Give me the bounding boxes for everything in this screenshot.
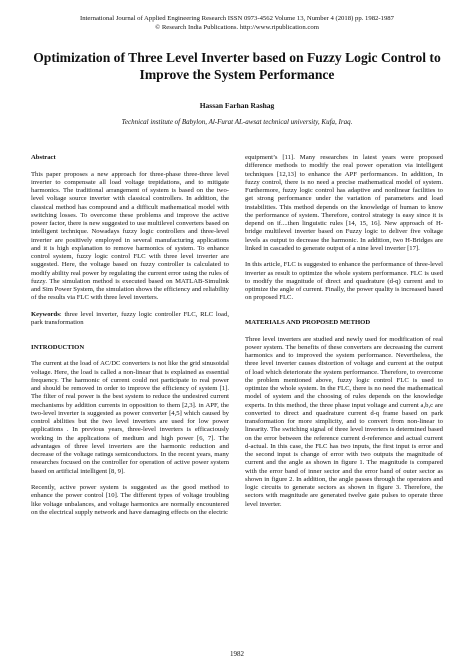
right-column <box>245 154 443 509</box>
page-number: 1982 <box>230 650 244 658</box>
introduction-heading: INTRODUCTION <box>31 343 85 351</box>
author-affiliation: Technical institute of Babylon, Al-Furat AL-awsat technical university, Kufa, Iraq. <box>121 118 353 126</box>
journal-header: International Journal of Applied Engineering Research ISSN 0973-4562 Volume 13, Number 4 (2018) pp. 1982-1987 <box>79 15 394 22</box>
title-line-1: Optimization of Three Level Inverter based on Fuzzy Logic Control to <box>33 50 441 65</box>
introduction-paragraph-3: equipment’s [11]. Many researches in latest years were proposed difference methods to modify the real power operation via intelligent techniques [12,13] to enhance the APF performances. In addition, In fuzzy control, there is no need a precise mathematical model of system. Furthermore, fuzzy logic control has adaptive and nonlinear facilities to get strong performance under the variation of parameters and load instabilities. This method depends on the knowledge of human to know the performance of system. Therefore, control strategy is easy since it is depend on if....then linguistic rules [14, 15, 16]. New approach of H-bridge multilevel inverter based on Fuzzy logic to deliver five voltage levels as output to decrease the harmonic. In addition, two H-Bridges are linked in cascaded to generate output of a nine level inverter [17]. <box>245 154 443 252</box>
materials-paragraph-1: Three level inverters are studied and newly used for modification of real power system. The benefits of these converters are decreasing the current harmonics and to improved the system performance. Nevertheless, the three level inverter causes distortion of voltage and current at the output of load which deteriorate the system performance. Therefore, to overcome the problem mentioned above, fuzzy logic control FLC is used to optimize the whole system. In the FLC, there is no need the mathematical model of system and the choosing of rules depends on the knowledge experts. In this method, the three phase input voltage and current a,b,c are converted to direct and quadrature current d-q frame based on park transformation for more simplicity, and to convert from non-linear to linearity. The switching signal of three level inverters is determined based on the error between the reference current d-reference and actual current d-actual. In this case, the FLC has two inputs, the first input is error and the second input is change of error with two outputs the magnitude of current and the angle as shown in figure 1. The magnitude is compared with the error band of inner sector and the error band of outer sector as shown in figure 2. In addition, the angle passes through the operators and logic circuits to generate sectors as shown in figure 3. Therefore, the sectors with magnitude are generated twelve gate pulses to operate three level inverter. <box>245 335 443 508</box>
introduction-paragraph-2: Recently, active power system is suggested as the good method to enhance the power control [10]. The different types of voltage troubling like voltage unbalances, and voltage harmonics are normally encountered on the electrical supply network and have damaging effects on the electric <box>31 484 229 516</box>
introduction-paragraph-1: The current at the load of AC/DC converters is not like the grid sinusoidal voltage. Here, the load is called a non-linear that is explained as essential frequency. The harmonic of current could not participate to real power and should be removed in order to improve the efficiency of system [1]. The filter of real power is the best system to reduce the undesired current mechanisms by addition currents in opposition to them [2,3]. in APF, the two-level inverter is suggested as power converter [4,5] which caused by control abilities but the two level inverters are used for low power applications . In previous years, three-level inverters is efficaciously working in the applications of medium and high power [6, 7]. The advantages of three level inverters are the harmonic reduction and decrease of the voltage ratings semiconductors. In the recent years, many researches focused on the controller for operation of active power system based on artificial intelligent [8, 9]. <box>31 360 229 475</box>
introduction-paragraph-4: In this article, FLC is suggested to enhance the performance of three-level inverter as result to optimize the whole system performance. FLC is used to modify the magnitude of direct and quadrature (d-q) current and to optimize the angle of current. Finally, the power quality is increased based on proposed FLC. <box>245 261 443 302</box>
keywords <box>31 311 229 328</box>
author-name: Hassan Farhan Rashag <box>199 101 275 110</box>
abstract-heading: Abstract <box>31 154 56 161</box>
abstract-text: This paper proposes a new approach for three-phase three-three level inverter to compensate all load voltage trepidations, and to mitigate harmonics. The traditional arrangement of system is based on the two-level voltage source inverter with classical controllers. In addition, the classical method has compound and a difficult mathematical model with switching losses. To overcome these problems and improve the active power factor, there is new suggested to use multilevel converters based on intelligent technique. Nowadays fuzzy logic controllers and three-level inverter are positively employed in several manufacturing applications and it is high explanation to remove harmonics of system. To enhance control system, fuzzy logic control FLC with three level inverter are suggested. Here, the voltage based on fuzzy controller is calculated to modify ability real power by regulating the current error using the rules of fuzzy. The simulation method is executed based on MATLAB-Simulink and Sim Power System, the simulation shows the efficiency and reliability of the results via FLC with three level inverters. <box>31 170 229 302</box>
keywords-label: Keywords <box>31 310 60 318</box>
materials-heading: MATERIALS AND PROPOSED METHOD <box>245 319 371 326</box>
paper-title <box>30 49 444 83</box>
title-line-2: Improve the System Performance <box>139 67 335 82</box>
left-column <box>31 154 229 517</box>
publisher-line: © Research India Publications. http://www.ripublication.com <box>155 24 319 31</box>
keywords-text: : three level inverter, fuzzy logic controller FLC, RLC load, park transformation <box>31 310 229 326</box>
